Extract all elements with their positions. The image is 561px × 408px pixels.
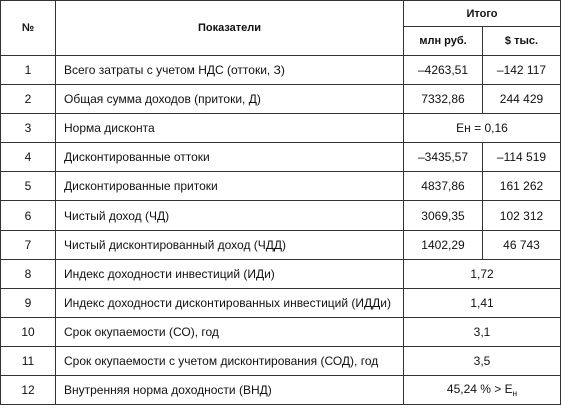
table-row <box>1 346 561 375</box>
indicator-name: Индекс доходности дисконтированных инвестиций (ИДДи) <box>56 288 404 317</box>
row-number: 5 <box>1 172 56 201</box>
indicator-name: Срок окупаемости (СО), год <box>56 317 404 346</box>
value-usd: –114 519 <box>483 143 561 172</box>
merged-value <box>404 288 561 317</box>
row-number: 6 <box>1 201 56 230</box>
value-rub: 7332,86 <box>404 85 483 114</box>
value-usd: –142 117 <box>483 56 561 85</box>
table-row <box>1 288 561 317</box>
merged-value-text: 1,41 <box>470 295 494 310</box>
indicator-name: Общая сумма доходов (притоки, Д) <box>56 85 404 114</box>
value-rub: –4263,51 <box>404 56 483 85</box>
merged-value <box>404 114 561 143</box>
table-row <box>1 114 561 143</box>
row-number: 11 <box>1 346 56 375</box>
row-number: 8 <box>1 259 56 288</box>
table-row <box>1 230 561 259</box>
table-row <box>1 317 561 346</box>
merged-value-text: 1,72 <box>470 266 494 281</box>
header-rub: млн руб. <box>404 27 483 56</box>
indicator-name: Норма дисконта <box>56 114 404 143</box>
header-indicator: Показатели <box>56 1 404 56</box>
merged-value <box>404 259 561 288</box>
table-row <box>1 143 561 172</box>
row-number: 7 <box>1 230 56 259</box>
row-number: 12 <box>1 376 56 405</box>
indicator-name: Всего затраты с учетом НДС (оттоки, З) <box>56 56 404 85</box>
table-row <box>1 376 561 405</box>
row-number: 2 <box>1 85 56 114</box>
value-usd: 244 429 <box>483 85 561 114</box>
merged-value-text: 3,1 <box>473 324 491 339</box>
row-number: 9 <box>1 288 56 317</box>
header-total: Итого <box>404 1 561 27</box>
header-num: № <box>1 1 56 56</box>
row-number: 4 <box>1 143 56 172</box>
value-rub: –3435,57 <box>404 143 483 172</box>
indicator-name: Дисконтированные притоки <box>56 172 404 201</box>
table-row <box>1 172 561 201</box>
indicator-name: Чистый дисконтированный доход (ЧДД) <box>56 230 404 259</box>
value-usd: 161 262 <box>483 172 561 201</box>
row-number: 3 <box>1 114 56 143</box>
table-row <box>1 201 561 230</box>
table-row <box>1 85 561 114</box>
table-row <box>1 259 561 288</box>
value-usd: 102 312 <box>483 201 561 230</box>
header-usd: $ тыс. <box>483 27 561 56</box>
value-rub: 4837,86 <box>404 172 483 201</box>
indicator-name: Внутренняя норма доходности (ВНД) <box>56 376 404 405</box>
indicator-name: Срок окупаемости с учетом дисконтирования (СОД), год <box>56 346 404 375</box>
indicator-name: Дисконтированные оттоки <box>56 143 404 172</box>
merged-value-text: 3,5 <box>473 353 491 368</box>
merged-value <box>404 346 561 375</box>
indicator-name: Чистый доход (ЧД) <box>56 201 404 230</box>
row-number: 10 <box>1 317 56 346</box>
merged-value-text: 45,24 % > E <box>446 382 513 397</box>
merged-value <box>404 376 561 405</box>
table-row <box>1 56 561 85</box>
value-rub: 1402,29 <box>404 230 483 259</box>
value-rub: 3069,35 <box>404 201 483 230</box>
table-body <box>1 56 561 405</box>
merged-value-text: Eн = 0,16 <box>456 121 508 136</box>
indicator-name: Индекс доходности инвестиций (ИДи) <box>56 259 404 288</box>
merged-value <box>404 317 561 346</box>
value-usd: 46 743 <box>483 230 561 259</box>
row-number: 1 <box>1 56 56 85</box>
merged-value-subscript: н <box>512 389 518 399</box>
